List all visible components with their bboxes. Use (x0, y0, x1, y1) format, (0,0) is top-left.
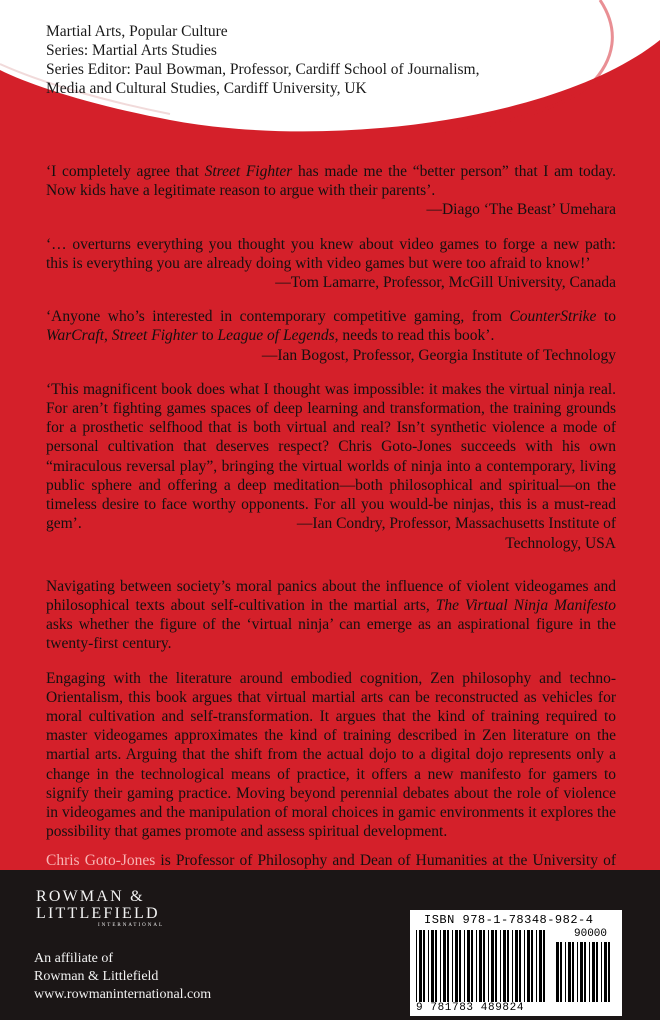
barcode-bar (483, 930, 485, 1002)
barcode-bar (503, 930, 506, 1002)
barcode-bar (543, 930, 545, 1002)
barcode-bar (572, 942, 574, 1002)
barcode-bar (560, 942, 562, 1002)
author-bio: Chris Goto-Jones is Professor of Philosophy and Dean of Humanities at the University of (46, 851, 616, 869)
barcode-digits: 9 781783 489824 (416, 1002, 525, 1014)
barcode-bar (419, 930, 422, 1002)
book-title: The Virtual Ninja Manifesto (435, 597, 616, 615)
barcode-bar (556, 942, 559, 1002)
publisher-logo: ROWMAN & LITTLEFIELD INTERNATIONAL (36, 888, 164, 928)
barcode-bar (440, 930, 441, 1002)
endorsement-lamarre (46, 235, 616, 293)
barcode-bar (531, 930, 533, 1002)
barcode-bar (471, 930, 473, 1002)
barcode-bar (416, 930, 417, 1002)
description-paragraph-2: Engaging with the literature around embodied cognition, Zen philosophy and techno-Orientalism, this book argues that virtual martial arts can be reconstructed as vehicles for moral cultivation and self-transformation. It argues that the kind of training required to master videogames approximates the kind of training described in Zen literature on the martial arts. Arguing that the shift from the actual dojo to a digital dojo represents only a change in the technological means of practice, it offers a new manifesto for gamers to signify their gaming practice. Moving beyond perennial debates about the role of violence in videogames and the manipulation of moral choices in gamic environments it explores the possibility that games promote and assess spiritual development. (46, 669, 616, 841)
price-barcode-icon (556, 942, 614, 1002)
main-barcode-icon (416, 930, 546, 1002)
quote-attribution: —Tom Lamarre, Professor, McGill University, Canada (275, 274, 616, 292)
barcode-bar (467, 930, 470, 1002)
barcode-bar (592, 942, 595, 1002)
barcode-bar (428, 930, 429, 1002)
affiliate-line-1: An affiliate of (34, 951, 114, 966)
barcode-bar (507, 930, 509, 1002)
barcode-bar (455, 930, 458, 1002)
barcode-bar (491, 930, 494, 1002)
barcode-bar (589, 942, 590, 1002)
isbn-number: ISBN 978-1-78348-982-4 (424, 913, 594, 927)
barcode-bar (476, 930, 477, 1002)
description-paragraph-1: Navigating between society’s moral panics about the influence of violent videogames and philosophical texts about self-cultivation in the martial arts, The Virtual Ninja Manifesto asks whether the figure of the ‘virtual ninja’ can emerge as an aspirational figure in the twenty-first century. (46, 577, 616, 653)
series: Series: Martial Arts Studies (46, 42, 217, 59)
quote-attribution: —Ian Bogost, Professor, Georgia Institute of Technology (261, 346, 616, 364)
publisher-affiliation (34, 950, 211, 1004)
barcode-bar (452, 930, 453, 1002)
barcode-bar (608, 942, 610, 1002)
quote-text: ‘… overturns everything you thought you knew about video games to forge a new path: this is everything you are already doing with video games but were too afraid to know!’ (46, 235, 616, 272)
barcode-bar (495, 930, 497, 1002)
barcode-bar (536, 930, 537, 1002)
quote-text: ‘This magnificent book does what I thought was impossible: it makes the virtual ninja real. For aren’t fighting games spaces of deep learning and transformation, the training grounds for a prosthetic selfhood that is both virtual and real? Isn’t synthetic violence a mode of personal cultivation that deserves respect? Chris Goto-Jones succeeds with his own “miraculous reversal play”, bringing the virtual worlds of ninja into a contemporary, living public sphere and offering a deep meditation—both philosophical and spiritual—on the timeless desire to face worthy opponents. For all you would-be ninjas, this is a must-read gem’. (46, 380, 616, 533)
barcode-bar (524, 930, 525, 1002)
quote-attribution: —Diago ‘The Beast’ Umehara (426, 201, 616, 219)
book-metadata (46, 22, 606, 98)
series-editor-line-2: Media and Cultural Studies, Cardiff University, UK (46, 80, 367, 97)
price-barcode (556, 942, 614, 1002)
barcode-bar (584, 942, 586, 1002)
barcode-bar (596, 942, 598, 1002)
barcode-bar (443, 930, 446, 1002)
quote-text: ‘I completely agree that Street Fighter has made me the “better person” that I am today. Now kids have a legitimate reason to argue with their parents’. (46, 163, 616, 200)
publisher-website[interactable]: www.rowmaninternational.com (34, 987, 212, 1002)
barcode-bar (488, 930, 489, 1002)
quote-attribution-line-1: —Ian Condry, Professor, Massachusetts Institute of (296, 515, 616, 533)
series-editor-line-1: Series Editor: Paul Bowman, Professor, Cardiff School of Journalism, (46, 61, 480, 78)
barcode-bars (416, 930, 546, 1002)
barcode-bar (500, 930, 501, 1002)
barcode-bar (515, 930, 518, 1002)
barcode-bar (459, 930, 461, 1002)
barcode-bar (568, 942, 571, 1002)
barcode-bar (512, 930, 513, 1002)
barcode-bar (604, 942, 607, 1002)
quote-text: ‘Anyone who’s interested in contemporary competitive gaming, from CounterStrike to WarCraft, Street Fighter to League of Legends, needs to read this book’. (46, 308, 616, 345)
endorsement-bogost (46, 307, 616, 365)
barcode-bar (527, 930, 530, 1002)
categories: Martial Arts, Popular Culture (46, 23, 228, 40)
quote-attribution-line-2: Technology, USA (505, 534, 616, 552)
barcode-bar (565, 942, 566, 1002)
barcode-bar (519, 930, 521, 1002)
barcode-bar (464, 930, 465, 1002)
barcode-bar (539, 930, 542, 1002)
publisher-band (0, 870, 660, 1020)
endorsement-umehara (46, 162, 616, 220)
back-cover-content (46, 162, 616, 904)
barcode-bar (577, 942, 578, 1002)
barcode-bar (580, 942, 583, 1002)
barcode-bar (423, 930, 425, 1002)
barcode-bar (447, 930, 449, 1002)
barcode-bar (435, 930, 437, 1002)
price-code: 90000 (574, 928, 608, 940)
barcode-bar (601, 942, 602, 1002)
isbn-barcode (410, 910, 622, 1016)
barcode-bar (479, 930, 482, 1002)
author-name: Chris Goto-Jones (46, 851, 156, 869)
affiliate-line-2: Rowman & Littlefield (34, 969, 159, 984)
barcode-bar (431, 930, 434, 1002)
endorsement-condry (46, 380, 616, 553)
